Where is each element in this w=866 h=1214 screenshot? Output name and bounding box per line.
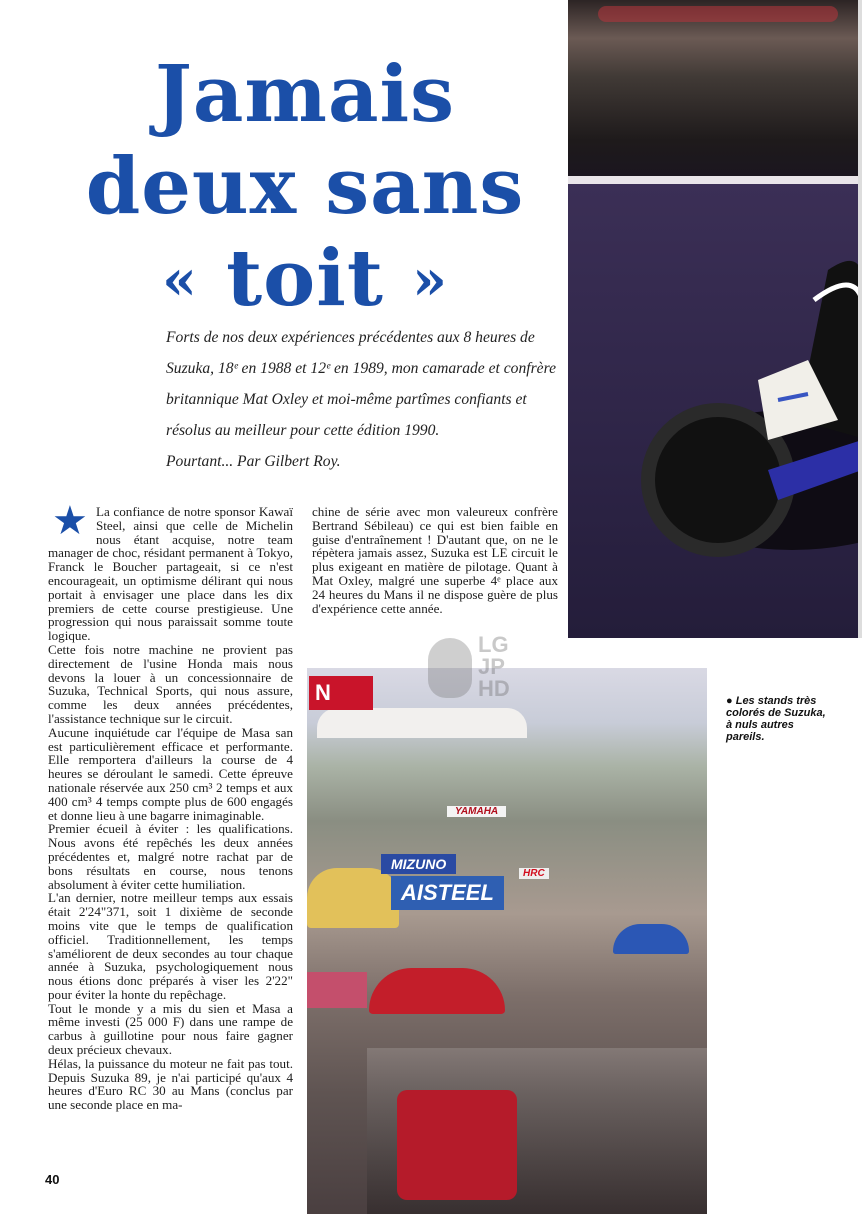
intro-lede — [166, 322, 558, 477]
motorcycle-illustration — [568, 0, 862, 638]
motorcycle-photo — [568, 0, 862, 638]
photo-sign: N — [309, 676, 373, 710]
photo-banner-hrc: HRC — [519, 868, 549, 879]
photo-pink-awning — [307, 972, 367, 1008]
paragraph: Hélas, la puissance du moteur ne fait pas tout. Depuis Suzuka 89, je n'ai participé qu'aux 4 heures d'Euro RC 30 au Mans (conclus par une seconde place en ma- — [48, 1055, 293, 1113]
bullet-icon: ● — [726, 695, 733, 707]
headline-line-3 — [40, 234, 570, 325]
paragraph: Premier écueil à éviter : les qualifications. Nous avons été repêchés les deux années précédentes et, malgré notre rachat par de bons résultats en course, nous tenons absolument à éviter cette humiliation. — [48, 821, 293, 892]
watermark-line: LG — [478, 632, 509, 657]
photo-banner-mizuno: MIZUNO — [381, 854, 456, 874]
photo-red-umbrella — [369, 968, 505, 1014]
headline-word-toit: toit — [226, 233, 384, 324]
photo-tent-roof — [317, 708, 527, 738]
paragraph: chine de série avec mon valeureux confrère Bertrand Sébileau) ce qui est bien faible en guise d'entraînement ! D'autant que, on ne le répètera jamais assez, Suzuka est LE circuit le plus exigeant en matière de pilotage. Quant à Mat Oxley, malgré une superbe 4ᵉ place aux 24 heures du Mans il ne dispose guère de plus d'expérience cette année. — [312, 504, 558, 616]
photo-red-tarp — [397, 1090, 517, 1200]
watermark-line: HD — [478, 676, 510, 701]
pit-stands-photo — [307, 668, 707, 1214]
close-quote: » — [412, 247, 449, 313]
headline-line-2: deux sans — [85, 141, 525, 232]
caption-text: Les stands très colorés de Suzuka, à nuls autres pareils. — [726, 695, 826, 743]
article-column-1 — [48, 505, 293, 1112]
paragraph: L'an dernier, notre meilleur temps aux essais était 2'24"371, soit 1 dixième de seconde moins vite que le temps de qualification officiel. Traditionnellement, les temps s'améliorent de deux secondes au tour chaque année à Suzuka, psychologiquement nous nous étions donc préparés à viser les 2'22" pour éviter la honte du repêchage. — [48, 890, 293, 1002]
photo-banner-yamaha: YAMAHA — [447, 806, 506, 817]
photo-caption — [726, 695, 826, 743]
paragraph: La confiance de notre sponsor Kawaï Steel, ainsi que celle de Michelin nous étant acquise, notre team manager de choc, résidant permanent à Tokyo, Franck le Boucher partageait, si ce n'est encourageait, un optimisme délirant qui nous portait à envisager une place dans les dix premiers de cette course prestigieuse. Une progression qui nous paraissait somme toute logique. — [48, 504, 293, 644]
star-icon: ★ — [52, 498, 88, 544]
open-quote: « — [161, 247, 198, 313]
paragraph: Tout le monde y a mis du sien et Masa a même investi (25 000 F) dans une rampe de carbus à guillotine pour nous faire gagner deux précieux chevaux. — [48, 1000, 293, 1058]
intro-paragraph: Forts de nos deux expériences précédentes aux 8 heures de Suzuka, 18ᵉ en 1988 et 12ᵉ en 1989, mon camarade et confrère britannique Mat Oxley et moi-même partîmes confiants et résolus au meilleur pour cette édition 1990. — [166, 329, 557, 439]
watermark-line: JP — [478, 654, 505, 679]
photo-banner-kawai-steel: AISTEEL — [391, 876, 504, 910]
star-indent — [48, 505, 96, 545]
photo-yellow-awning — [307, 868, 399, 928]
article-column-2 — [312, 505, 558, 615]
paragraph: Aucune inquiétude car l'équipe de Masa san est particulièrement efficace et performante. Elle remportera d'ailleurs la course de 4 heures se déroulant le samedi. Cette épreuve nationale réservée aux 250 cm³ 2 temps et aux 400 cm³ 4 temps compte plus de 600 engagés et donne lieu à une bagarre inimaginable. — [48, 724, 293, 823]
page-number: 40 — [45, 1172, 60, 1187]
intro-byline: Pourtant... Par Gilbert Roy. — [166, 453, 341, 470]
headline-line-1: Jamais — [154, 49, 456, 140]
photo-blue-umbrella — [613, 924, 689, 954]
photo-edge — [858, 0, 862, 638]
paragraph: Cette fois notre machine ne provient pas directement de l'usine Honda mais nous devons la louer à un concessionnaire de Suzuka, Technical Sports, qui nous assure, comme les deux années précédentes, l'assistance technique sur le circuit. — [48, 641, 293, 726]
